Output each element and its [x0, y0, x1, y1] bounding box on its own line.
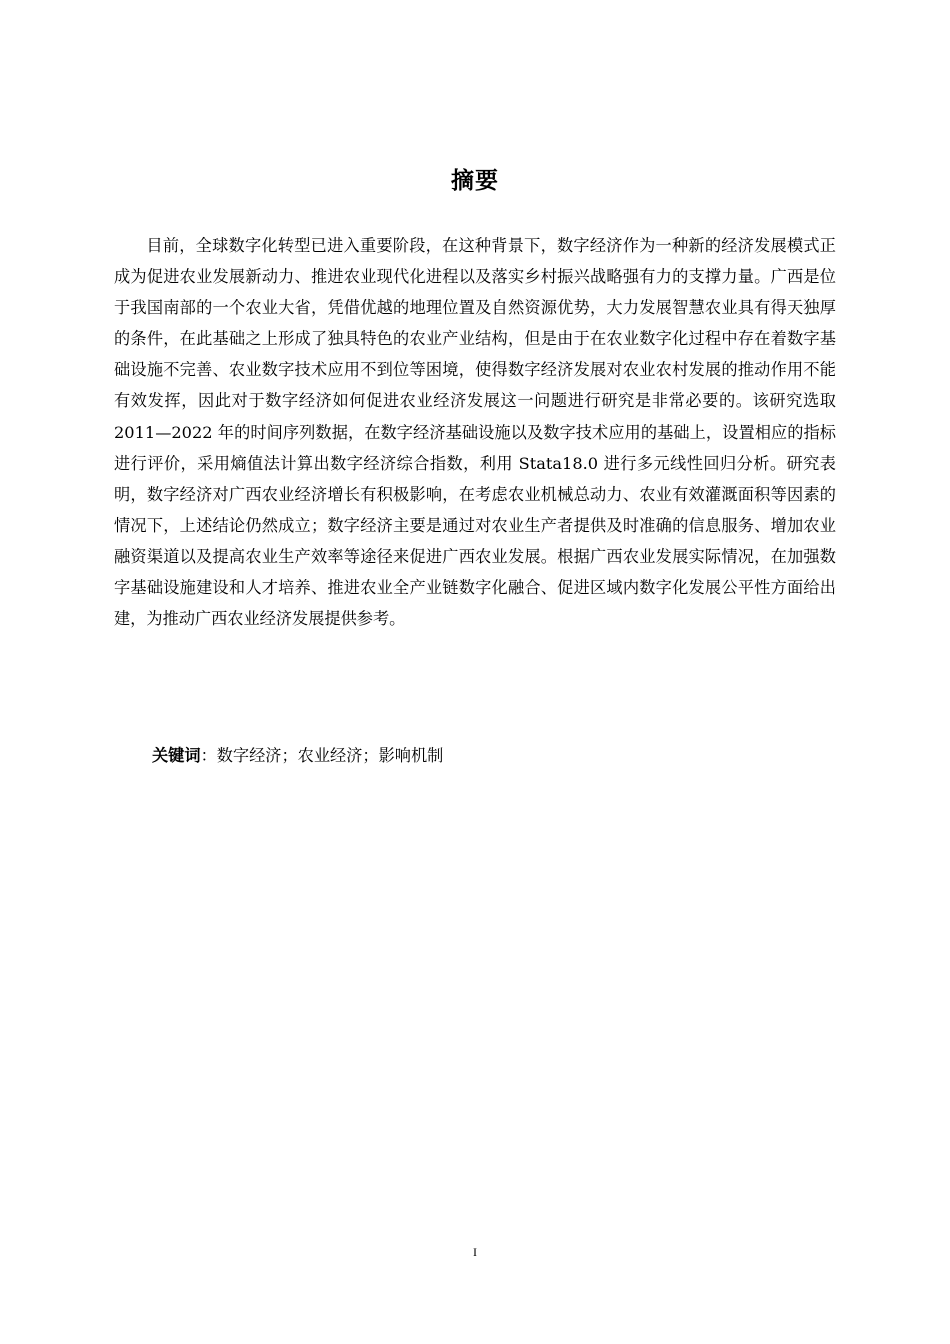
keywords-separator: ： [200, 746, 217, 765]
keywords-list: 数字经济；农业经济；影响机制 [216, 746, 444, 765]
abstract-paragraph: 目前，全球数字化转型已进入重要阶段，在这种背景下，数字经济作为一种新的经济发展模式正成为促进农业发展新动力、推进农业现代化进程以及落实乡村振兴战略强有力的支撑力量。广西是位于我国南部的一个农业大省，凭借优越的地理位置及自然资源优势，大力发展智慧农业具有得天独厚的条件，在此基础之上形成了独具特色的农业产业结构，但是由于在农业数字化过程中存在着数字基础设施不完善、农业数字技术应用不到位等困境，使得数字经济发展对农业农村发展的推动作用不能有效发挥，因此对于数字经济如何促进农业经济发展这一问题进行研究是非常必要的。该研究选取 2011—2022 年的时间序列数据，在数字经济基础设施以及数字技术应用的基础上，设置相应的指标进行评价，采用熵值法计算出数字经济综合指数，利用 Stata18.0 进行多元线性回归分析。研究表明，数字经济对广西农业经济增长有积极影响，在考虑农业机械总动力、农业有效灌溉面积等因素的情况下，上述结论仍然成立；数字经济主要是通过对农业生产者提供及时准确的信息服务、增加农业融资渠道以及提高农业生产效率等途径来促进广西农业发展。根据广西农业发展实际情况，在加强数字基础设施建设和人才培养、推进农业全产业链数字化融合、促进区域内数字化发展公平性方面给出建，为推动广西农业经济发展提供参考。 [114, 236, 836, 629]
keywords-line [152, 742, 443, 770]
abstract-title: 摘要 [451, 168, 499, 194]
keywords-label: 关键词 [152, 746, 201, 765]
page-number: I [473, 1245, 477, 1259]
